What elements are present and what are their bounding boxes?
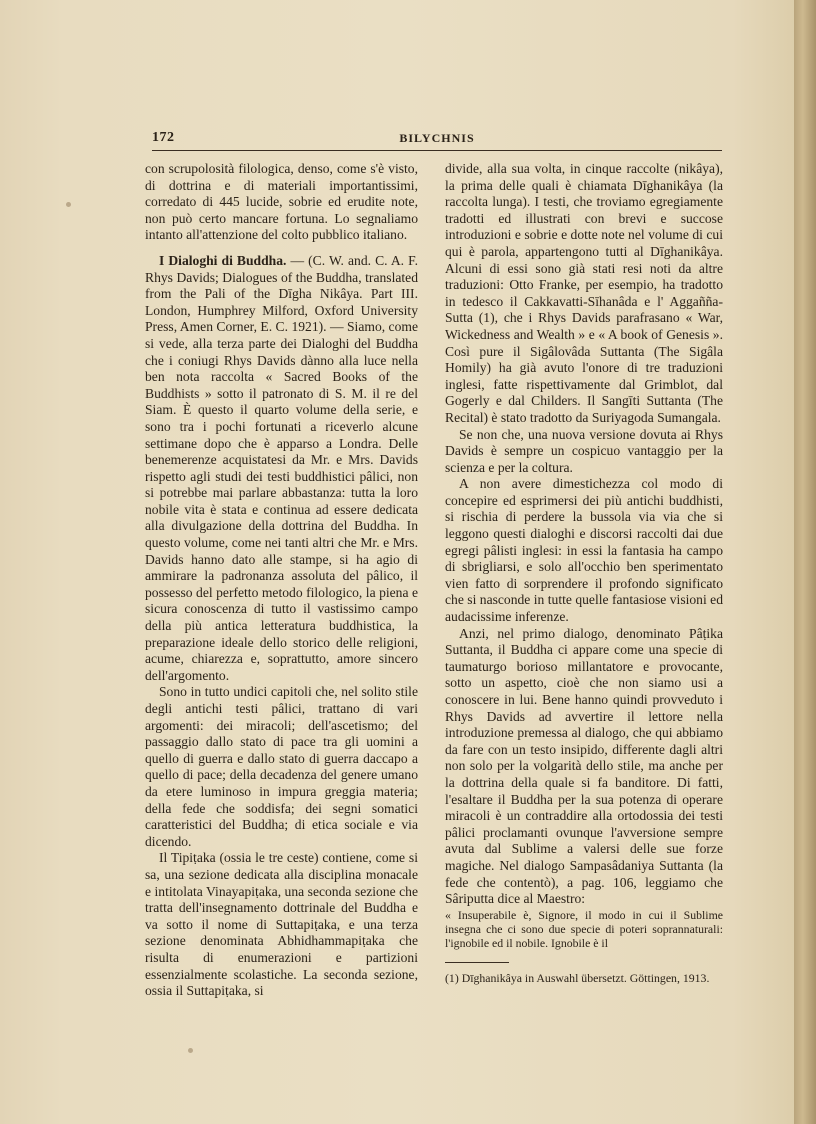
paragraph: Il Tipiṭaka (ossia le tre ceste) contiene, come si sa, una sezione dedicata alla disciplina monacale e intitolata Vinayapiṭaka, una seconda sezione che tratta dell'insegnamento dottrinale del Buddha e va sotto il nome di Suttapiṭaka, e una terza sezione denominata Abhidhammapiṭaka che risulta di enumerazioni e partizioni essenzialmente scolastiche. La seconda sezione, ossia il Suttapiṭaka, si [145,850,418,999]
paragraph: Anzi, nel primo dialogo, denominato Pâṭika Suttanta, il Buddha ci appare come una specie di taumaturgo borioso millantatore e provocante, sotto un aspetto, cioè che non siamo usi a conoscere in lui. Bene hanno quindi provveduto i Rhys Davids ad avvertire il lettore nella introduzione premessa al dialogo, che qui abbiamo da fare con un testo insipido, differente dagli altri non solo per la volgarità dello stile, ma anche per la dottrina della quale si fa banditore. Di fatti, l'esaltare il Buddha per la sua potenza di operare miracoli è un contraddire alla ortodossia dei testi pâlici proclamanti ovunque l'avversione sempre avuta dal Sublime a valersi delle sue forze magiche. Nel dialogo Sampasâdaniya Suttanta (la fede che contentò), a pag. 106, leggiamo che Sâriputta dice al Maestro: [445,625,723,907]
review-paragraph [145,253,418,684]
paragraph: Se non che, una nuova versione dovuta ai Rhys Davids è sempre un cospicuo vantaggio per la scienza e per la coltura. [445,426,723,475]
review-text: — (C. W. and. C. A. F. Rhys Davids; Dialogues of the Buddha, translated from the Pali of the Dīgha Nikâya. Part III. London, Humphrey Milford, Oxford University Press, Amen Corner, E. C. 1921). — Siamo, come si vede, alla terza parte dei Dialoghi del Buddha che i coniugi Rhys Davids dànno alla luce nella ben nota raccolta « Sacred Books of the Buddhists » sotto il patronato di S. M. il re del Siam. È questo il quarto volume della serie, e sono tra i pochi fortunati a riceverlo alcune settimane dopo che è apparso a Londra. Delle benemerenze acquistatesi da Mr. e Mrs. Davids rispetto agli studi dei testi buddhistici pâlici, non si potrebbe mai parlare abbastanza: tutta la loro nobile vita è stata e continua ad essere dedicata alla divulgazione della dottrina del Buddha. In questo volume, come nei tanti altri che Mr. e Mrs. Davids hanno dato alle stampe, si ha agio di ammirare la padronanza assoluta del pâlico, il possesso del perfetto metodo filologico, la piena e sicura conoscenza di tutto il vastissimo campo della più antica letteratura buddhistica, la preparazione ideale dello storico delle religioni, acume, chiarezza e, soprattutto, amore sincero dell'argomento. [145,252,418,683]
page-number: 172 [152,130,175,145]
page-header [152,130,722,152]
paper-blemish [66,202,71,207]
footnote: (1) Dīghanikâya in Auswahl übersetzt. Göttingen, 1913. [445,970,710,985]
header-rule [152,150,722,151]
right-column [445,161,723,985]
review-heading: I Dialoghi di Buddha. [159,252,287,268]
paper-blemish [188,1048,193,1053]
running-title: BILYCHNIS [399,131,475,145]
page-edge [794,0,816,1124]
paragraph: divide, alla sua volta, in cinque raccolte (nikâya), la prima delle quali è chiamata Dīghanikâya (la raccolta lunga). I testi, che troviamo egregiamente tradotti ed illustrati con brevi e succose introduzioni e sobrie e dotte note nel volume di cui qui è parola, appartengono tutti al Dīghanikâya. Alcuni di essi sono già stati resi noti da altre traduzioni: Otto Franke, per esempio, ha tradotto in tedesco il Cakkavatti-Sīhanâda e l' Aggañña-Sutta (1), che i Rhys Davids parafrasano « War, Wickedness and Wealth » e « A book of Genesis ». Così pure il Sigâlovâda Suttanta (The Sigâla Homily) ha già avuto l'onore di tre traduzioni inglesi, fatte rispettivamente dal Grimblot, dal Gogerly e dal Childers. Il Sangīti Suttanta (The Recital) è stato tradotto da Suriyagoda Sumangala. [445,161,723,425]
paragraph: A non avere dimestichezza col modo di concepire ed esprimersi dei più antichi buddhisti, si rischia di perdere la bussola via via che si leggono questi dialoghi e discorsi raccolti dai due egregi pâlisti inglesi: in essi la fantasia ha campo di sbrigliarsi, e solo all'occhio ben sperimentato vien fatto di sorprendere il profondo significato che si nasconde in tutte quelle fantasiose visioni ed audacissime inferenze. [445,476,723,625]
footnote-rule [445,962,509,963]
paragraph: con scrupolosità filologica, denso, come s'è visto, di dottrina e di materiali importantissimi, corredato di 445 lucide, sobrie ed erudite note, non può certo mancare fortuna. Lo segnaliamo intanto all'attenzione del colto pubblico italiano. [145,161,418,243]
paragraph: Sono in tutto undici capitoli che, nel solito stile degli antichi testi pâlici, trattano di vari argomenti: dei miracoli; dell'ascetismo; del passaggio dallo stato di pace tra gli uomini a quello di guerra e dallo stato di guerra daccapo a quello di pace; della decadenza del genere umano da etere luminoso in impura greggia materia; della fede che soddisfa; dei segni somatici caratteristici del Buddha; di etica sociale e via dicendo. [145,684,418,849]
block-quote: « Insuperabile è, Signore, il modo in cui il Sublime insegna che ci sono due specie di poteri soprannaturali: l'ignobile ed il nobile. Ignobile è il [445,907,723,950]
left-column [145,161,418,1000]
